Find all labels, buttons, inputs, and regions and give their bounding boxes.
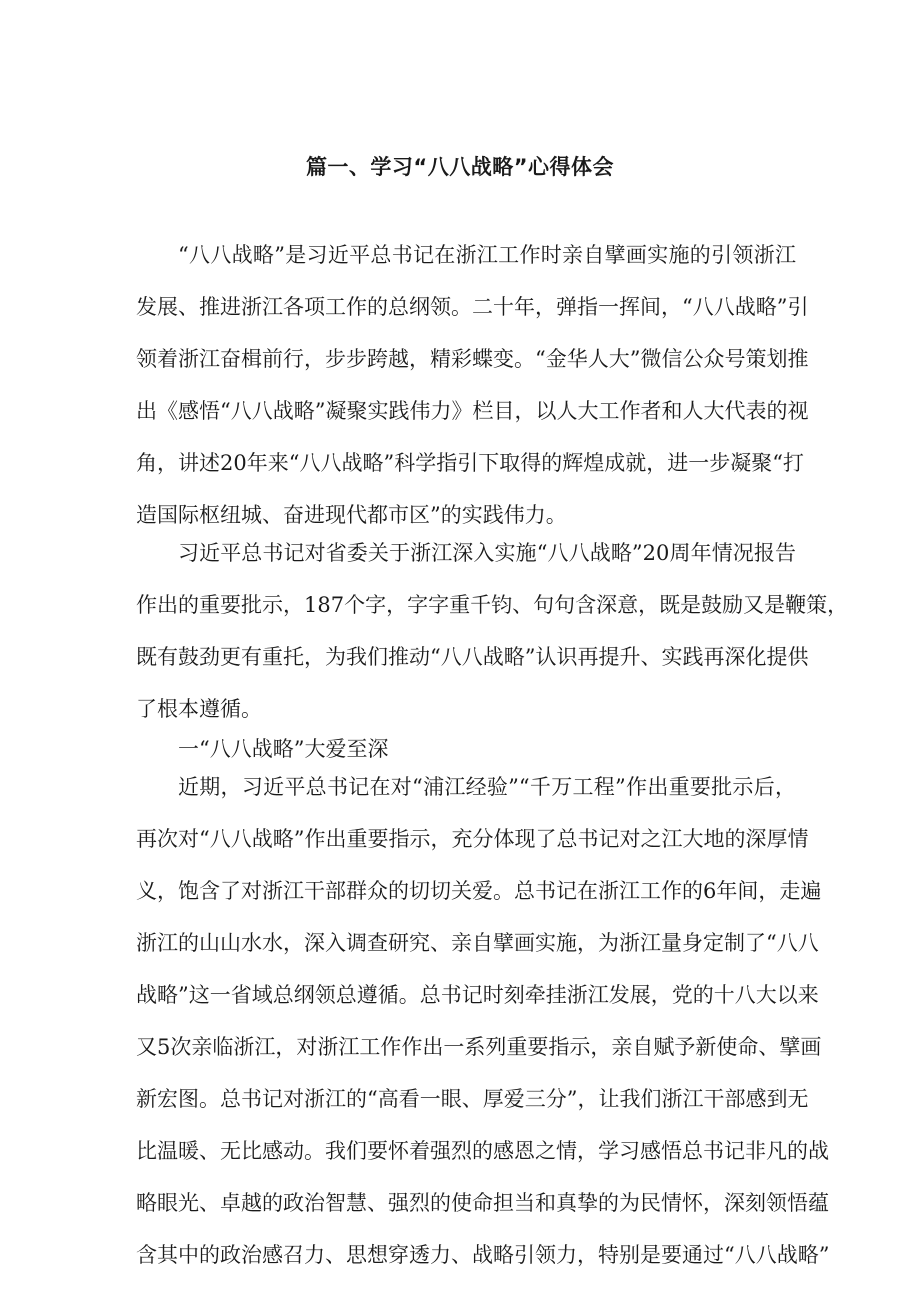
- body-text-line: 战略”这一省域总纲领总遵循。总书记时刻牵挂浙江发展，党的十八大以来: [136, 983, 819, 1007]
- body-text-line: 浙江的山山水水，深入调查研究、亲自擘画实施，为浙江量身定制了“八八: [136, 931, 819, 955]
- body-text-line: 新宏图。总书记对浙江的“高看一眼、厚爱三分”，让我们浙江干部感到无: [136, 1087, 809, 1111]
- body-text-line: 一“八八战略”大爱至深: [178, 737, 389, 761]
- body-text-line: 略眼光、卓越的政治智慧、强烈的使命担当和真挚的为民情怀，深刻领悟蕴: [136, 1191, 829, 1215]
- body-text-line: 造国际枢纽城、奋进现代都市区”的实践伟力。: [136, 503, 567, 527]
- body-text-line: 领着浙江奋楫前行，步步跨越，精彩蝶变。“金华人大”微信公众号策划推: [136, 347, 809, 371]
- body-text-line: 作出的重要批示，187个字，字字重千钧、句句含深意，既是鼓励又是鞭策，: [136, 593, 849, 617]
- document-title: 篇一、学习“八八战略”心得体会: [305, 155, 615, 179]
- body-text-line: 既有鼓劲更有重托，为我们推动“八八战略”认识再提升、实践再深化提供: [136, 645, 809, 669]
- body-text-line: 比温暖、无比感动。我们要怀着强烈的感恩之情，学习感悟总书记非凡的战: [136, 1139, 829, 1163]
- body-text-line: 再次对“八八战略”作出重要指示，充分体现了总书记对之江大地的深厚情: [136, 827, 809, 851]
- body-text-line: 发展、推进浙江各项工作的总纲领。二十年，弹指一挥间，“八八战略”引: [136, 295, 809, 319]
- body-text-line: 习近平总书记对省委关于浙江深入实施“八八战略”20周年情况报告: [178, 541, 796, 565]
- body-text-line: 出《感悟“八八战略”凝聚实践伟力》栏目，以人大工作者和人大代表的视: [136, 399, 809, 423]
- body-text-line: 近期，习近平总书记在对“浦江经验”“千万工程”作出重要批示后，: [178, 775, 796, 799]
- body-text-line: 了根本遵循。: [136, 697, 262, 721]
- body-text-line: 又5次亲临浙江，对浙江工作作出一系列重要指示，亲自赋予新使命、擘画: [136, 1035, 822, 1059]
- body-text-line: 含其中的政治感召力、思想穿透力、战略引领力，特别是要通过“八八战略”: [136, 1243, 830, 1267]
- body-text-line: “八八战略”是习近平总书记在浙江工作时亲自擘画实施的引领浙江: [178, 243, 796, 267]
- body-text-line: 义，饱含了对浙江干部群众的切切关爱。总书记在浙江工作的6年间，走遍: [136, 879, 822, 903]
- body-text-line: 角，讲述20年来“八八战略”科学指引下取得的辉煌成就，进一步凝聚“打: [136, 451, 804, 475]
